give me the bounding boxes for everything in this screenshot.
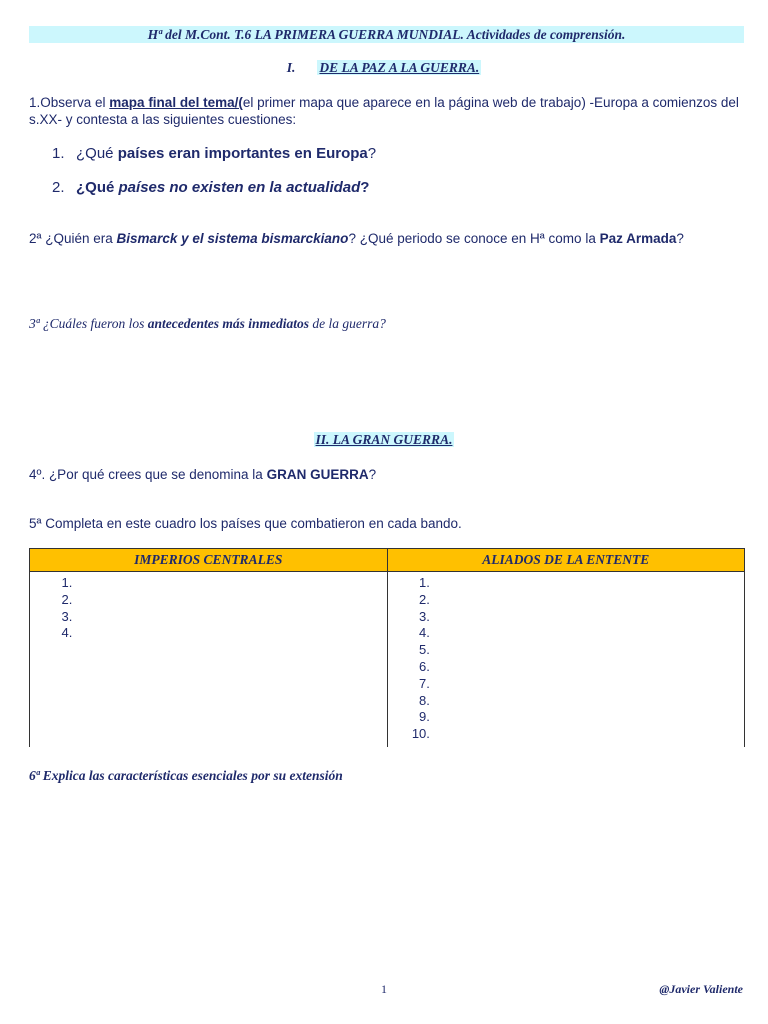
item-bold: países eran importantes en Europa bbox=[117, 145, 368, 162]
answer-slot[interactable] bbox=[434, 575, 745, 592]
section-2-title bbox=[0, 432, 768, 448]
answer-slot[interactable] bbox=[434, 609, 745, 626]
question-3-post: de la guerra? bbox=[308, 316, 386, 331]
question-2-paz-armada: Paz Armada bbox=[599, 231, 677, 246]
countries-table bbox=[29, 548, 745, 747]
question-3-pre: 3ª ¿Cuáles fueron los bbox=[29, 316, 148, 331]
answer-slot[interactable] bbox=[434, 625, 745, 642]
question-5-text: 5ª Completa en este cuadro los países que combatieron en cada bando. bbox=[29, 516, 462, 531]
question-6-text: 6ª Explica las características esenciales por su extensión bbox=[29, 768, 343, 783]
col-header-central-empires: IMPERIOS CENTRALES bbox=[30, 549, 388, 572]
question-5 bbox=[29, 515, 749, 532]
question-2-post: ? bbox=[676, 231, 684, 246]
item-post: ? bbox=[360, 179, 370, 196]
question-2-pre: 2ª ¿Quién era bbox=[29, 231, 117, 246]
answer-slot[interactable] bbox=[434, 693, 745, 710]
col-header-entente-allies: ALIADOS DE LA ENTENTE bbox=[387, 549, 745, 572]
question-2 bbox=[29, 230, 749, 247]
entente-allies-cell[interactable] bbox=[387, 572, 745, 748]
question-2-mid: ? ¿Qué periodo se conoce en Hª como la bbox=[348, 231, 600, 246]
central-empires-list bbox=[30, 575, 387, 642]
answer-slot[interactable] bbox=[434, 676, 745, 693]
answer-slot[interactable] bbox=[434, 709, 745, 726]
question-1-map-ref: mapa final del tema/( bbox=[109, 95, 243, 110]
section-2-heading: II. LA GRAN GUERRA. bbox=[315, 432, 453, 447]
question-4-bold: GRAN GUERRA bbox=[266, 467, 369, 482]
question-1-lead: 1.Observa el bbox=[29, 95, 110, 110]
answer-slot[interactable] bbox=[434, 592, 745, 609]
question-3 bbox=[29, 315, 749, 332]
question-4 bbox=[29, 466, 749, 483]
document-header bbox=[29, 26, 744, 43]
item-number: 2. bbox=[52, 179, 65, 196]
question-6 bbox=[29, 767, 749, 784]
section-1-heading: DE LA PAZ A LA GUERRA. bbox=[319, 60, 480, 75]
answer-slot[interactable] bbox=[76, 592, 387, 609]
question-2-bismarck: Bismarck y el sistema bismarckiano bbox=[116, 231, 349, 246]
question-1-item-1 bbox=[52, 145, 768, 162]
answer-slot[interactable] bbox=[76, 625, 387, 642]
question-3-bold: antecedentes más inmediatos bbox=[147, 316, 309, 331]
section-1-number: I. bbox=[286, 60, 296, 75]
answer-slot[interactable] bbox=[76, 609, 387, 626]
answer-slot[interactable] bbox=[434, 642, 745, 659]
question-1-rest: el primer mapa que aparece en la página web de trabajo) -Europa a comienzos del s.XX- y contesta a las siguientes cuestiones: bbox=[29, 95, 739, 127]
question-4-pre: 4º. ¿Por qué crees que se denomina la bbox=[29, 467, 267, 482]
item-pre: ¿Qué bbox=[76, 145, 118, 162]
item-bold: países no existen en la actualidad bbox=[118, 179, 361, 196]
page-number: 1 bbox=[381, 982, 387, 996]
section-1-title bbox=[0, 60, 768, 76]
document-title: Hª del M.Cont. T.6 LA PRIMERA GUERRA MUNDIAL. Actividades de comprensión. bbox=[147, 27, 626, 42]
entente-allies-list bbox=[388, 575, 745, 743]
item-post: ? bbox=[367, 145, 377, 162]
author-credit: @Javier Valiente bbox=[659, 982, 743, 996]
central-empires-cell[interactable] bbox=[30, 572, 388, 748]
question-4-post: ? bbox=[368, 467, 377, 482]
answer-slot[interactable] bbox=[434, 659, 745, 676]
answer-slot[interactable] bbox=[434, 726, 745, 743]
question-1 bbox=[29, 94, 749, 128]
question-1-item-2 bbox=[52, 179, 768, 196]
item-pre: ¿Qué bbox=[76, 179, 119, 196]
answer-slot[interactable] bbox=[76, 575, 387, 592]
item-number: 1. bbox=[52, 145, 65, 162]
